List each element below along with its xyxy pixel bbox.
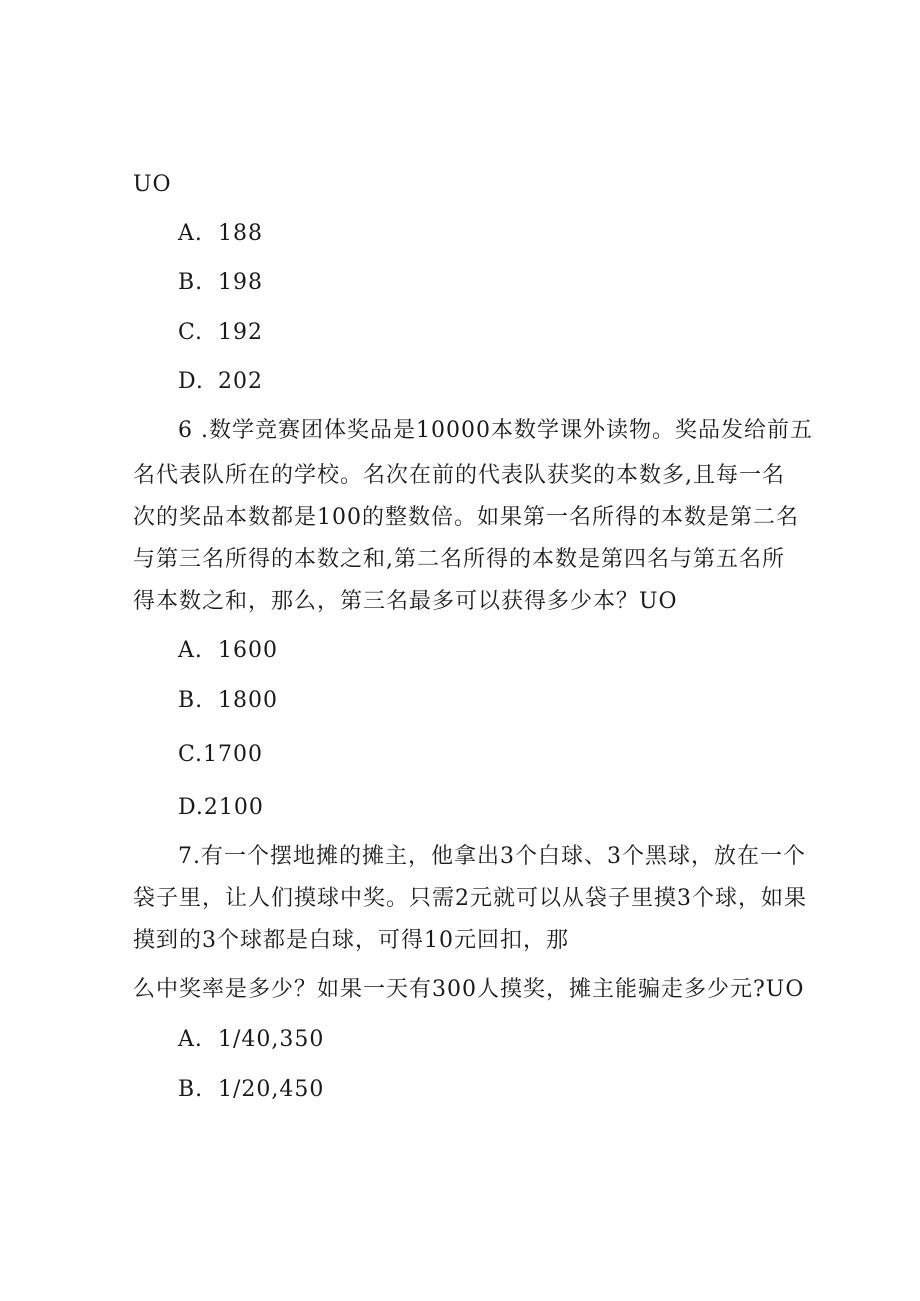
option-letter: C.	[178, 320, 204, 345]
option-value: 198	[218, 270, 263, 295]
option-letter: D.	[178, 369, 204, 394]
q6-line-3: 次的奖品本数都是100的整数倍。如果第一名所得的本数是第二名	[133, 505, 799, 530]
option-value: 192	[218, 320, 263, 345]
prev-option-d	[178, 367, 263, 397]
q7-option-a	[178, 1025, 324, 1055]
option-letter: B.	[178, 688, 204, 713]
q7-line-2: 袋子里，让人们摸球中奖。只需2元就可以从袋子里摸3个球，如果	[133, 886, 807, 911]
q6-line-2: 名代表队所在的学校。名次在前的代表队获奖的本数多,且每一名	[133, 463, 785, 488]
option-letter: A.	[178, 638, 203, 663]
option-value: 2100	[203, 795, 264, 820]
option-letter: D.	[178, 795, 204, 820]
q6-option-d	[178, 793, 264, 823]
option-letter: B.	[178, 1077, 204, 1102]
q7-line-4: 么中奖率是多少？如果一天有300人摸奖，摊主能骗走多少元?UO	[133, 977, 805, 1002]
option-value: 1/20,450	[218, 1077, 325, 1102]
prev-question-tail: UO	[133, 172, 172, 197]
option-value: 1800	[218, 688, 278, 713]
q7-line-1: 7.有一个摆地摊的摊主，他拿出3个白球、3个黑球，放在一个	[178, 844, 806, 869]
option-value: 1600	[218, 638, 278, 663]
option-letter: A.	[178, 1027, 203, 1052]
option-value: 1700	[203, 742, 264, 767]
option-value: 188	[218, 221, 263, 246]
option-value: 1/40,350	[218, 1027, 325, 1052]
option-value: 202	[218, 369, 263, 394]
q7-option-b	[178, 1075, 324, 1105]
q6-line-1: 6 .数学竞赛团体奖品是10000本数学课外读物。奖品发给前五	[178, 418, 813, 443]
prev-option-a	[178, 219, 263, 249]
option-letter: A.	[178, 221, 203, 246]
prev-option-c	[178, 318, 263, 348]
q6-option-a	[178, 636, 278, 666]
q7-line-3: 摸到的3个球都是白球，可得10元回扣，那	[133, 928, 569, 953]
q6-line-4: 与第三名所得的本数之和,第二名所得的本数是第四名与第五名所	[133, 547, 785, 572]
q6-line-5: 得本数之和，那么，第三名最多可以获得多少本？UO	[133, 589, 678, 614]
option-letter: C.	[178, 742, 204, 767]
q6-option-b	[178, 686, 278, 716]
option-letter: B.	[178, 270, 204, 295]
q6-option-c	[178, 740, 263, 770]
prev-option-b	[178, 268, 263, 298]
